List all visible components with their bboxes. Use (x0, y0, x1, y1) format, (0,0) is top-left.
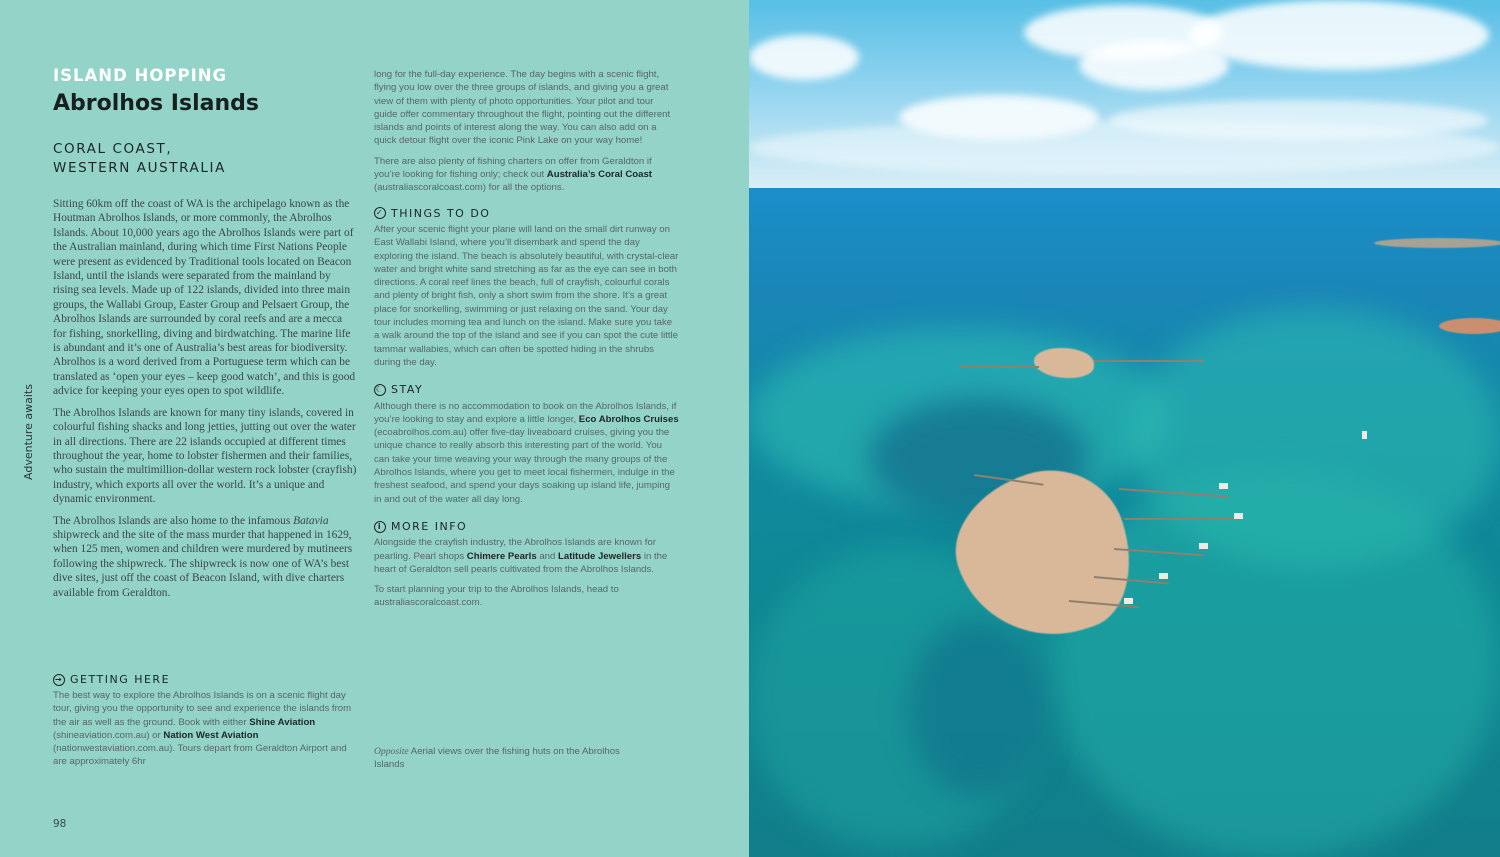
intro-paragraph-1: Sitting 60km off the coast of WA is the archipelago known as the Houtman Abrolhos Islands, or more commonly, the Abrolhos Islands. About 10,000 years ago the Abrolhos Islands were part of the Australian mainland, during which time First Nations People were present as evidenced by Traditional tools located on Beacon Island, until the islands were separated from the mainland by rising sea levels. Made up of 122 islands, divided into three main groups, the Wallabi Group, Easter Group and Pelsaert Group, the Abrolhos Islands are surrounded by coral reefs and are a mecca for fishing, snorkelling, diving and birdwatching. The marine life is abundant and it’s one of Australia’s best areas for biodiversity. Abrolhos is a word derived from a Portuguese term which can be translated as ‘open your eyes – keep good watch’, and this is good advice for keeping your eyes open to spot wildlife. (53, 198, 356, 398)
getting-here-heading: → GETTING HERE (54, 673, 171, 686)
closing-text: To start planning your trip to the Abrolhos Islands, head to australiascoralcoast.com. (374, 584, 619, 609)
arrow-circle-icon: → (54, 674, 64, 684)
moon-circle-icon: ☾ (375, 384, 385, 394)
stay-heading: ☾ STAY (375, 383, 424, 397)
info-circle-icon: i (374, 521, 386, 533)
more-info-heading: i MORE INFO (374, 520, 679, 533)
eco-abrolhos-link: Eco Abrolhos Cruises (578, 413, 679, 425)
shine-aviation-link: Shine Aviation (249, 716, 316, 728)
page-number: 98 (53, 818, 67, 830)
stay-text: Although there is no accommodation to book on the Abrolhos Islands, if you’re looking to stay and explore a little longer, Eco Abrolhos Cruises (ecoabrolhos.com.au) offer five-day liveaboard cruises, giving you the unique chance to really absorb this interesting part of the world. You can take your time weaving your way through the many groups of the Abrolhos Islands, where you get to meet local fishermen, indulge in the freshest seafood, and spend your days soaking up island life, jumping in and out of the water all day long. (374, 400, 679, 505)
section-kicker: ISLAND HOPPING (53, 66, 228, 85)
side-label: Adventure awaits (22, 384, 35, 480)
page-title: Abrolhos Islands (53, 91, 259, 116)
batavia-paragraph: The Abrolhos Islands are also home to the infamous Batavia shipwreck and the site of the mass murder that happened in 1629, when 125 men, women and children were murdered by mutineers following the shipwreck. The shipwreck is now one of WA’s best dive sites, just off the coast of Beacon Island, with dive charters available from Geraldton. (53, 514, 353, 599)
more-info-text: Alongside the crayfish industry, the Abrolhos Islands are known for pearling. Pearl shops Chimere Pearls and Latitude Jewellers in the heart of Geraldton sell pearls cultivated from the Abrolhos Islands. (374, 537, 668, 575)
check-circle-icon: ✓ (375, 208, 385, 218)
nation-west-aviation-link: Nation West Aviation (163, 729, 259, 741)
getting-here-text: The best way to explore the Abrolhos Islands is on a scenic flight day tour, giving you the opportunity to see and experience the islands from the air as well as the ground. Book with either Shine Aviation (shineaviation.com.au) or Nation West Aviation (nationwestaviation.com.au). Tours depart from Geraldton Airport and are approximately 6hr (53, 690, 352, 768)
intro-paragraph-2: The Abrolhos Islands are known for many tiny islands, covered in colourful fishing shacks and long jetties, jutting out over the water in all directions. There are 22 islands occupied at different times throughout the year, home to lobster fishermen and their families, who sustain the multimillion-dollar western rock lobster (crayfish) industry, which exports all over the world. It’s a unique and dynamic environment. (53, 406, 357, 506)
middle-column (374, 68, 679, 617)
latitude-jewellers-link: Latitude Jewellers (558, 550, 642, 562)
coral-coast-link: Australia’s Coral Coast (546, 169, 652, 181)
photo-caption: Opposite Aerial views over the fishing huts on the Abrolhos Islands (374, 746, 620, 770)
things-to-do-heading: ✓ THINGS TO DO (375, 206, 491, 220)
chimere-pearls-link: Chimere Pearls (466, 550, 537, 562)
sea (749, 188, 1500, 857)
sky (749, 0, 1500, 188)
location-subtitle (53, 140, 226, 178)
aerial-photo (749, 0, 1500, 857)
intro-body (53, 197, 358, 607)
subtitle-line-2: WESTERN AUSTRALIA (53, 160, 226, 176)
charters-paragraph: There are also plenty of fishing charters on offer from Geraldton if you’re looking for fishing only; check out Australia’s Coral Coast (australiascoralcoast.com) for all the options. (374, 155, 652, 194)
things-to-do-text: After your scenic flight your plane will land on the small dirt runway on East Wallabi Island, where you’ll disembark and spend the day exploring the island. The beach is absolutely beautiful, with crystal-clear water and bright white sand stretching as far as the eye can see in both directions. A coral reef lines the beach, full of crayfish, colourful corals and plenty of bright fish, only a short swim from the shore. It’s a great place for snorkelling, swimming or just relaxing on the sand. Your day tour includes morning tea and lunch on the island. Make sure you take a walk around the top of the island and see if you can spot the cute little tammar wallabies, which can often be spotted hiding in the shrubs during the day. (374, 223, 679, 368)
subtitle-line-1: CORAL COAST, (53, 141, 173, 157)
getting-here-section (53, 673, 358, 769)
continuation-paragraph: long for the full-day experience. The day begins with a scenic flight, flying you low over the three groups of islands, and giving you a great view of them with plenty of photo opportunities. Your pilot and tour guide offer commentary throughout the flight, pointing out the different islands and points of interest along the way. You can also add on a quick detour flight over the iconic Pink Lake on your way home! (374, 69, 671, 147)
left-page (0, 0, 749, 857)
